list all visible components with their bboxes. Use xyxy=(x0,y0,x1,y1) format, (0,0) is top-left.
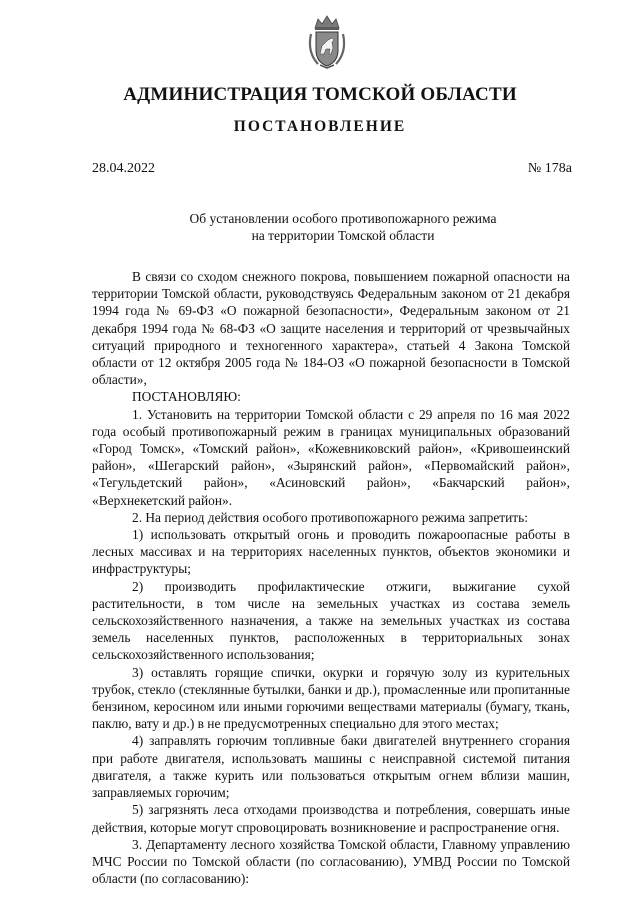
document-body xyxy=(92,268,570,887)
paragraph-2-item-3: 3) оставлять горящие спички, окурки и горячую золу из курительных трубок, стекло (стеклянные бутылки, банки и др.), промасленные или пропитанные бензином, керосином или иными горючими веществами материалы (бумагу, ткань, паклю, вату и др.) в не предусмотренных специально для этого местах; xyxy=(92,664,570,732)
paragraph-2-item-1: 1) использовать открытый огонь и проводить пожароопасные работы в лесных массивах и на территориях населенных пунктов, объектов экономики и инфраструктуры; xyxy=(92,527,570,577)
organization-title: АДМИНИСТРАЦИЯ ТОМСКОЙ ОБЛАСТИ xyxy=(123,84,517,105)
document-subject xyxy=(0,210,640,244)
document-number: № 178а xyxy=(527,161,572,176)
decree-word: ПОСТАНОВЛЯЮ: xyxy=(132,389,241,405)
paragraph-2: 2. На период действия особого противопожарного режима запретить: xyxy=(132,509,528,525)
document-date: 28.04.2022 xyxy=(92,161,155,176)
paragraph-2-item-4: 4) заправлять горючим топливные баки двигателей внутреннего сгорания при работе двигателя, использовать машины с неисправной системой питания двигателя, а также курить или пользоваться открытым огнем вблизи машин, заправляемых горючим; xyxy=(92,733,570,801)
paragraph-2-item-5: 5) загрязнять леса отходами производства и потребления, совершать иные действия, которые могут спровоцировать возникновение и распространение огня. xyxy=(92,802,570,835)
preamble-paragraph: В связи со сходом снежного покрова, повышением пожарной опасности на территории Томской области, руководствуясь Федеральным законом от 21 декабря 1994 года № 69-ФЗ «О пожарной безопасности», Федеральным законом от 21 декабря 1994 года № 68-ФЗ «О защите населения и территорий от чрезвычайных ситуаций природного и техногенного характера», статьей 4 Закона Томской области от 12 октября 2005 года № 184-ОЗ «О пожарной безопасности в Томской области», xyxy=(92,269,570,388)
paragraph-3: 3. Департаменту лесного хозяйства Томской области, Главному управлению МЧС России по Томской области (по согласованию), УМВД России по Томской области (по согласованию): xyxy=(92,836,570,887)
coat-of-arms-icon xyxy=(306,14,348,70)
subject-line-1: Об установлении особого противопожарного режима xyxy=(189,211,497,226)
paragraph-1: 1. Установить на территории Томской области с 29 апреля по 16 мая 2022 года особый противопожарный режим в границах муниципальных образований «Город Томск», «Томский район», «Кожевниковский район», «Кривошеинский район», «Шегарский район», «Зырянский район», «Первомайский район», «Тегульдетский район», «Асиновский район», «Бакчарский район», «Верхнекетский район». xyxy=(92,406,570,508)
document-type-title: ПОСТАНОВЛЕНИЕ xyxy=(233,118,407,135)
subject-line-2: на территории Томской области xyxy=(251,228,435,243)
paragraph-2-item-2: 2) производить профилактические отжиги, выжигание сухой растительности, в том числе на земельных участках из состава земель сельскохозяйственного назначения, а также на земельных участках из состава земель населенных пунктов, расположенных в территориальных зонах сельскохозяйственного использования; xyxy=(92,578,570,663)
